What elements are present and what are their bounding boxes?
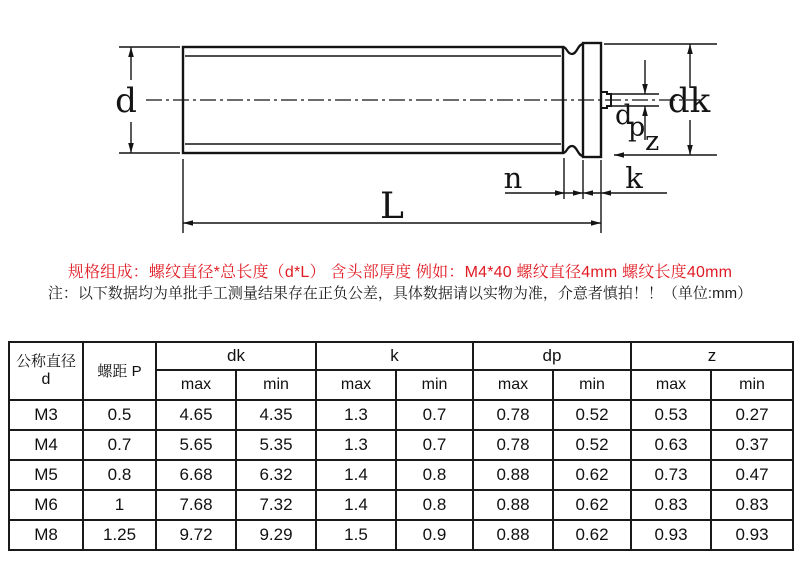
header-k-min: min	[396, 370, 473, 400]
cell-size: M5	[9, 460, 83, 490]
cell-dk-min: 5.35	[236, 430, 316, 460]
cell-dk-min: 6.32	[236, 460, 316, 490]
dim-label-dp-p: p	[628, 112, 646, 143]
dim-label-z: z	[645, 126, 660, 157]
cell-dk-max: 4.65	[156, 400, 236, 430]
cell-z-max: 0.93	[631, 520, 711, 550]
cell-dp-max: 0.78	[473, 400, 553, 430]
weld-stud-drawing	[0, 0, 800, 252]
cell-dp-max: 0.88	[473, 460, 553, 490]
cell-z-min: 0.37	[711, 430, 793, 460]
cell-k-min: 0.8	[396, 460, 473, 490]
cell-z-max: 0.53	[631, 400, 711, 430]
header-dk-max: max	[156, 370, 236, 400]
dimension-arrows	[128, 44, 693, 226]
dim-label-L: L	[380, 186, 404, 227]
cell-z-min: 0.83	[711, 490, 793, 520]
header-dp-max: max	[473, 370, 553, 400]
cell-size: M4	[9, 430, 83, 460]
cell-dk-max: 9.72	[156, 520, 236, 550]
cell-dk-max: 7.68	[156, 490, 236, 520]
cell-k-min: 0.9	[396, 520, 473, 550]
dim-label-k: k	[625, 161, 643, 195]
table-row-m5	[9, 460, 793, 490]
header-dk-min: min	[236, 370, 316, 400]
header-group-dk: dk	[156, 342, 316, 370]
dimension-spec-table	[8, 341, 794, 551]
header-k-max: max	[316, 370, 396, 400]
cell-pitch: 0.5	[83, 400, 156, 430]
cell-z-max: 0.83	[631, 490, 711, 520]
cell-pitch: 1.25	[83, 520, 156, 550]
table-row-m8	[9, 520, 793, 550]
dim-label-dp-d: d	[615, 100, 633, 131]
cell-dp-min: 0.62	[553, 460, 631, 490]
header-nominal-diameter	[9, 342, 83, 400]
cell-dk-min: 9.29	[236, 520, 316, 550]
cell-k-min: 0.7	[396, 400, 473, 430]
cell-dp-max: 0.88	[473, 520, 553, 550]
cell-dp-min: 0.62	[553, 520, 631, 550]
cell-size: M3	[9, 400, 83, 430]
cell-dk-max: 5.65	[156, 430, 236, 460]
cell-k-max: 1.3	[316, 400, 396, 430]
cell-dp-min: 0.52	[553, 430, 631, 460]
cell-z-min: 0.93	[711, 520, 793, 550]
cell-k-max: 1.4	[316, 460, 396, 490]
header-pitch: 螺距 P	[83, 342, 156, 400]
dim-label-d: d	[115, 81, 137, 121]
cell-size: M8	[9, 520, 83, 550]
header-z-min: min	[711, 370, 793, 400]
cell-pitch: 0.8	[83, 460, 156, 490]
table-row-m4	[9, 430, 793, 460]
cell-k-min: 0.8	[396, 490, 473, 520]
table-row-m3	[9, 400, 793, 430]
cell-pitch: 1	[83, 490, 156, 520]
table-row-m6	[9, 490, 793, 520]
cell-z-min: 0.27	[711, 400, 793, 430]
dim-label-n: n	[503, 161, 523, 195]
cell-k-min: 0.7	[396, 430, 473, 460]
header-group-z: z	[631, 342, 793, 370]
technical-drawing	[0, 0, 800, 252]
cell-z-max: 0.63	[631, 430, 711, 460]
header-group-dp: dp	[473, 342, 631, 370]
table-header-row-groups	[9, 342, 793, 370]
cell-dp-max: 0.78	[473, 430, 553, 460]
cell-k-max: 1.5	[316, 520, 396, 550]
cell-size: M6	[9, 490, 83, 520]
cell-dp-min: 0.62	[553, 490, 631, 520]
dim-label-dk: dk	[667, 81, 711, 121]
header-dp-min: min	[553, 370, 631, 400]
cell-k-max: 1.4	[316, 490, 396, 520]
header-nominal-diameter-label: 公称直径	[15, 353, 76, 370]
header-group-k: k	[316, 342, 473, 370]
cell-k-max: 1.3	[316, 430, 396, 460]
measurement-note-text: 注：以下数据均为单批手工测量结果存在正负公差，具体数据请以实物为准，介意者慎拍！！（单位:mm）	[47, 285, 753, 302]
cell-z-min: 0.47	[711, 460, 793, 490]
cell-dp-max: 0.88	[473, 490, 553, 520]
cell-dk-min: 7.32	[236, 490, 316, 520]
header-d-symbol: d	[41, 371, 51, 388]
cell-dk-max: 6.68	[156, 460, 236, 490]
header-z-max: max	[631, 370, 711, 400]
cell-pitch: 0.7	[83, 430, 156, 460]
cell-dp-min: 0.52	[553, 400, 631, 430]
cell-z-max: 0.73	[631, 460, 711, 490]
spec-composition-text: 规格组成：螺纹直径*总长度（d*L） 含头部厚度 例如：M4*40 螺纹直径4mm 螺纹长度40mm	[67, 264, 733, 281]
cell-dk-min: 4.35	[236, 400, 316, 430]
